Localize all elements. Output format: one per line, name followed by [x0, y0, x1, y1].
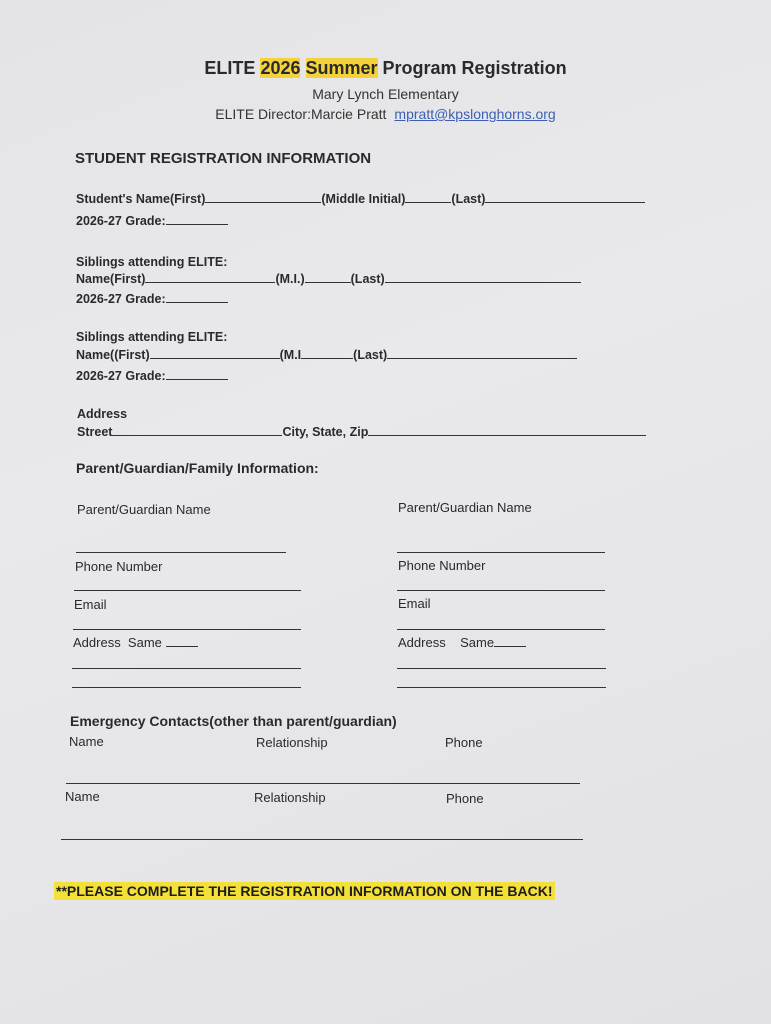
school-name: Mary Lynch Elementary	[312, 86, 459, 102]
sibling2-last-name-label: (Last)	[353, 348, 388, 362]
parent1-phone-field[interactable]	[74, 590, 301, 591]
emergency2-relationship-label: Relationship	[254, 790, 326, 805]
emergency2-name-label: Name	[65, 789, 100, 804]
parent2-email-field[interactable]	[397, 629, 605, 630]
student-middle-initial-field[interactable]	[405, 201, 451, 203]
student-first-name-field[interactable]	[205, 201, 321, 203]
parent-section-title: Parent/Guardian/Family Information:	[76, 460, 319, 476]
emergency1-relationship-label: Relationship	[256, 735, 328, 750]
emergency2-entry-line[interactable]	[61, 839, 583, 840]
emergency-section-title: Emergency Contacts(other than parent/guardian)	[70, 713, 397, 729]
director-label: ELITE Director:Marcie Pratt	[215, 106, 387, 122]
title-summer-highlight: Summer	[305, 58, 378, 78]
street-field[interactable]	[112, 434, 282, 436]
sibling2-mi-label: (M.I	[279, 348, 302, 362]
title-year-highlight: 2026	[260, 58, 301, 78]
student-last-name-field[interactable]	[485, 201, 645, 203]
city-state-zip-field[interactable]	[368, 434, 646, 436]
parent2-address-row	[398, 635, 526, 650]
title-prefix: ELITE	[204, 58, 261, 78]
student-grade-label: 2026-27 Grade:	[76, 214, 166, 228]
sibling1-name-row	[76, 272, 581, 286]
sibling1-grade-field[interactable]	[166, 301, 228, 303]
parent2-address-line2[interactable]	[397, 687, 606, 688]
parent2-email-label: Email	[398, 596, 431, 611]
page-title	[0, 58, 771, 79]
student-last-name-label: (Last)	[451, 192, 486, 206]
city-state-zip-label: City, State, Zip	[282, 425, 369, 439]
address-row	[77, 425, 646, 439]
parent1-name-field[interactable]	[76, 552, 286, 553]
parent2-phone-label: Phone Number	[398, 558, 486, 573]
sibling1-last-name-field[interactable]	[385, 281, 581, 283]
parent2-phone-field[interactable]	[397, 590, 605, 591]
sibling2-grade-label: 2026-27 Grade:	[76, 369, 166, 383]
sibling2-grade-field[interactable]	[166, 378, 228, 380]
title-suffix: Program Registration	[377, 58, 567, 78]
sibling1-last-name-label: (Last)	[350, 272, 385, 286]
parent1-email-field[interactable]	[73, 629, 301, 630]
parent2-address-same-field[interactable]	[494, 645, 526, 647]
sibling1-grade-label: 2026-27 Grade:	[76, 292, 166, 306]
parent1-name-label: Parent/Guardian Name	[77, 502, 211, 517]
parent1-address-same-field[interactable]	[166, 645, 198, 647]
sibling1-first-name-label: Name(First)	[76, 272, 146, 286]
parent2-address-label: Address Same	[398, 635, 495, 650]
parent1-email-label: Email	[74, 597, 107, 612]
emergency2-phone-label: Phone	[446, 791, 484, 806]
address-heading: Address	[77, 407, 128, 421]
parent2-address-line1[interactable]	[397, 668, 606, 669]
sibling1-mi-field[interactable]	[305, 281, 351, 283]
back-page-notice	[54, 883, 555, 901]
director-email-link[interactable]: mpratt@kpslonghorns.org	[394, 106, 556, 122]
parent1-address-line2[interactable]	[72, 687, 301, 688]
sibling2-first-name-field[interactable]	[150, 357, 280, 359]
sibling2-name-row	[76, 348, 577, 362]
title-space	[300, 58, 305, 78]
director-line	[0, 106, 771, 122]
sibling2-heading: Siblings attending ELITE:	[76, 330, 228, 344]
sibling2-mi-field[interactable]	[301, 357, 353, 359]
student-first-name-label: Student's Name(First)	[76, 192, 206, 206]
student-grade-row	[76, 214, 228, 228]
emergency1-name-label: Name	[69, 734, 104, 749]
sibling2-first-name-label: Name((First)	[76, 348, 150, 362]
emergency1-phone-label: Phone	[445, 735, 483, 750]
parent1-address-label: Address Same	[73, 635, 162, 650]
parent2-name-label: Parent/Guardian Name	[398, 500, 532, 515]
parent1-address-row	[73, 635, 198, 650]
sibling1-grade-row	[76, 292, 228, 306]
sibling1-heading: Siblings attending ELITE:	[76, 255, 228, 269]
sibling2-last-name-field[interactable]	[387, 357, 577, 359]
student-section-title: STUDENT REGISTRATION INFORMATION	[75, 150, 372, 167]
emergency1-entry-line[interactable]	[66, 783, 580, 784]
parent1-address-line1[interactable]	[72, 668, 301, 669]
street-label: Street	[77, 425, 113, 439]
sibling1-first-name-field[interactable]	[145, 281, 275, 283]
parent2-name-field[interactable]	[397, 552, 605, 553]
sibling1-mi-label: (M.I.)	[275, 272, 305, 286]
back-page-notice-text: **PLEASE COMPLETE THE REGISTRATION INFORMATION ON THE BACK!	[56, 883, 553, 899]
student-middle-initial-label: (Middle Initial)	[321, 192, 406, 206]
parent1-phone-label: Phone Number	[75, 559, 163, 574]
sibling2-grade-row	[76, 369, 228, 383]
student-name-row	[76, 192, 645, 206]
student-grade-field[interactable]	[166, 223, 228, 225]
